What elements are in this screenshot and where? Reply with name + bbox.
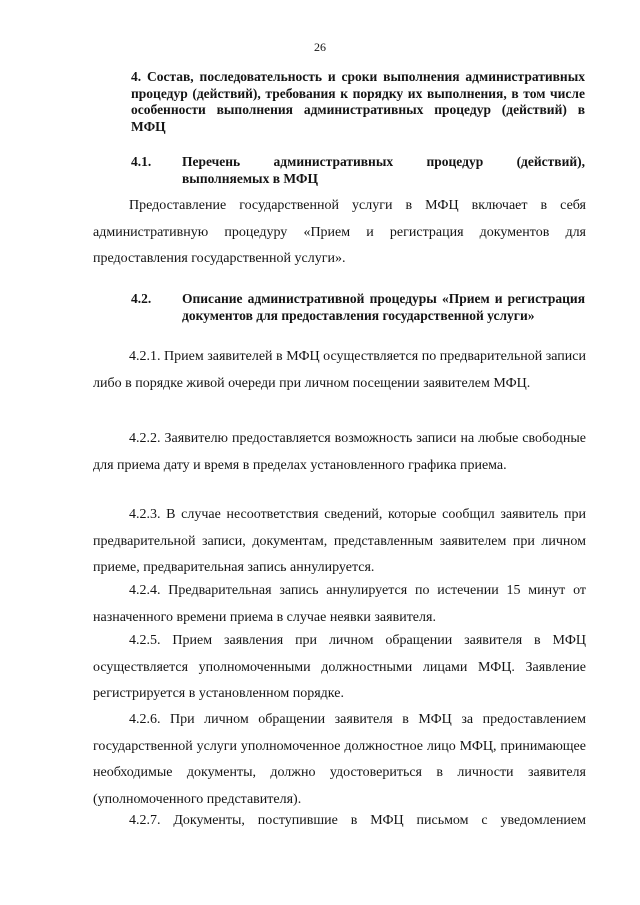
paragraph-4-2-6: 4.2.6. При личном обращении заявителя в МФЦ за предоставлением государственной услуги уполномоченное должностное лицо МФЦ, принимающее необходимые документы, должно удостовериться в личности заявителя (уполномоченного представителя). (93, 712, 586, 807)
page-number: 26 (314, 40, 326, 54)
section-4-1-number: 4.1. (131, 154, 152, 169)
section-4-number: 4. (131, 69, 142, 84)
paragraph-4-2-2: 4.2.2. Заявителю предоставляется возможность записи на любые свободные для приема дату и время в пределах установленного графика приема. (93, 431, 586, 473)
section-4-1-title: Перечень административных процедур (действий), выполняемых в МФЦ (182, 154, 585, 186)
section-4-1-heading (131, 154, 585, 187)
section-4-2-title: Описание административной процедуры «Прием и регистрация документов для предоставления государственной услуги» (182, 291, 585, 323)
section-4-heading (131, 69, 585, 135)
section-4-title: Состав, последовательность и сроки выполнения административных процедур (действий), требования к порядку их выполнения, в том числе особенности выполнения административных процедур (действий) в МФЦ (131, 69, 585, 134)
paragraph-4-2-4: 4.2.4. Предварительная запись аннулируется по истечении 15 минут от назначенного времени приема в случае неявки заявителя. (93, 583, 586, 625)
section-4-2-number: 4.2. (131, 291, 152, 306)
paragraph-4-2-1: 4.2.1. Прием заявителей в МФЦ осуществляется по предварительной записи либо в порядке живой очереди при личном посещении заявителем МФЦ. (93, 349, 586, 391)
paragraph-4-2-3: 4.2.3. В случае несоответствия сведений, которые сообщил заявитель при предварительной записи, документам, представленным заявителем при личном приеме, предварительная запись аннулируется. (93, 507, 586, 575)
paragraph-4-2-5: 4.2.5. Прием заявления при личном обращении заявителя в МФЦ осуществляется уполномоченными должностными лицами МФЦ. Заявление регистрируется в установленном порядке. (93, 633, 586, 701)
intro-paragraph: Предоставление государственной услуги в МФЦ включает в себя административную процедуру «Прием и регистрация документов для предоставления государственной услуги». (93, 198, 586, 266)
paragraph-4-2-7: 4.2.7. Документы, поступившие в МФЦ письмом с уведомлением (129, 813, 586, 828)
section-4-2-heading (131, 291, 585, 324)
